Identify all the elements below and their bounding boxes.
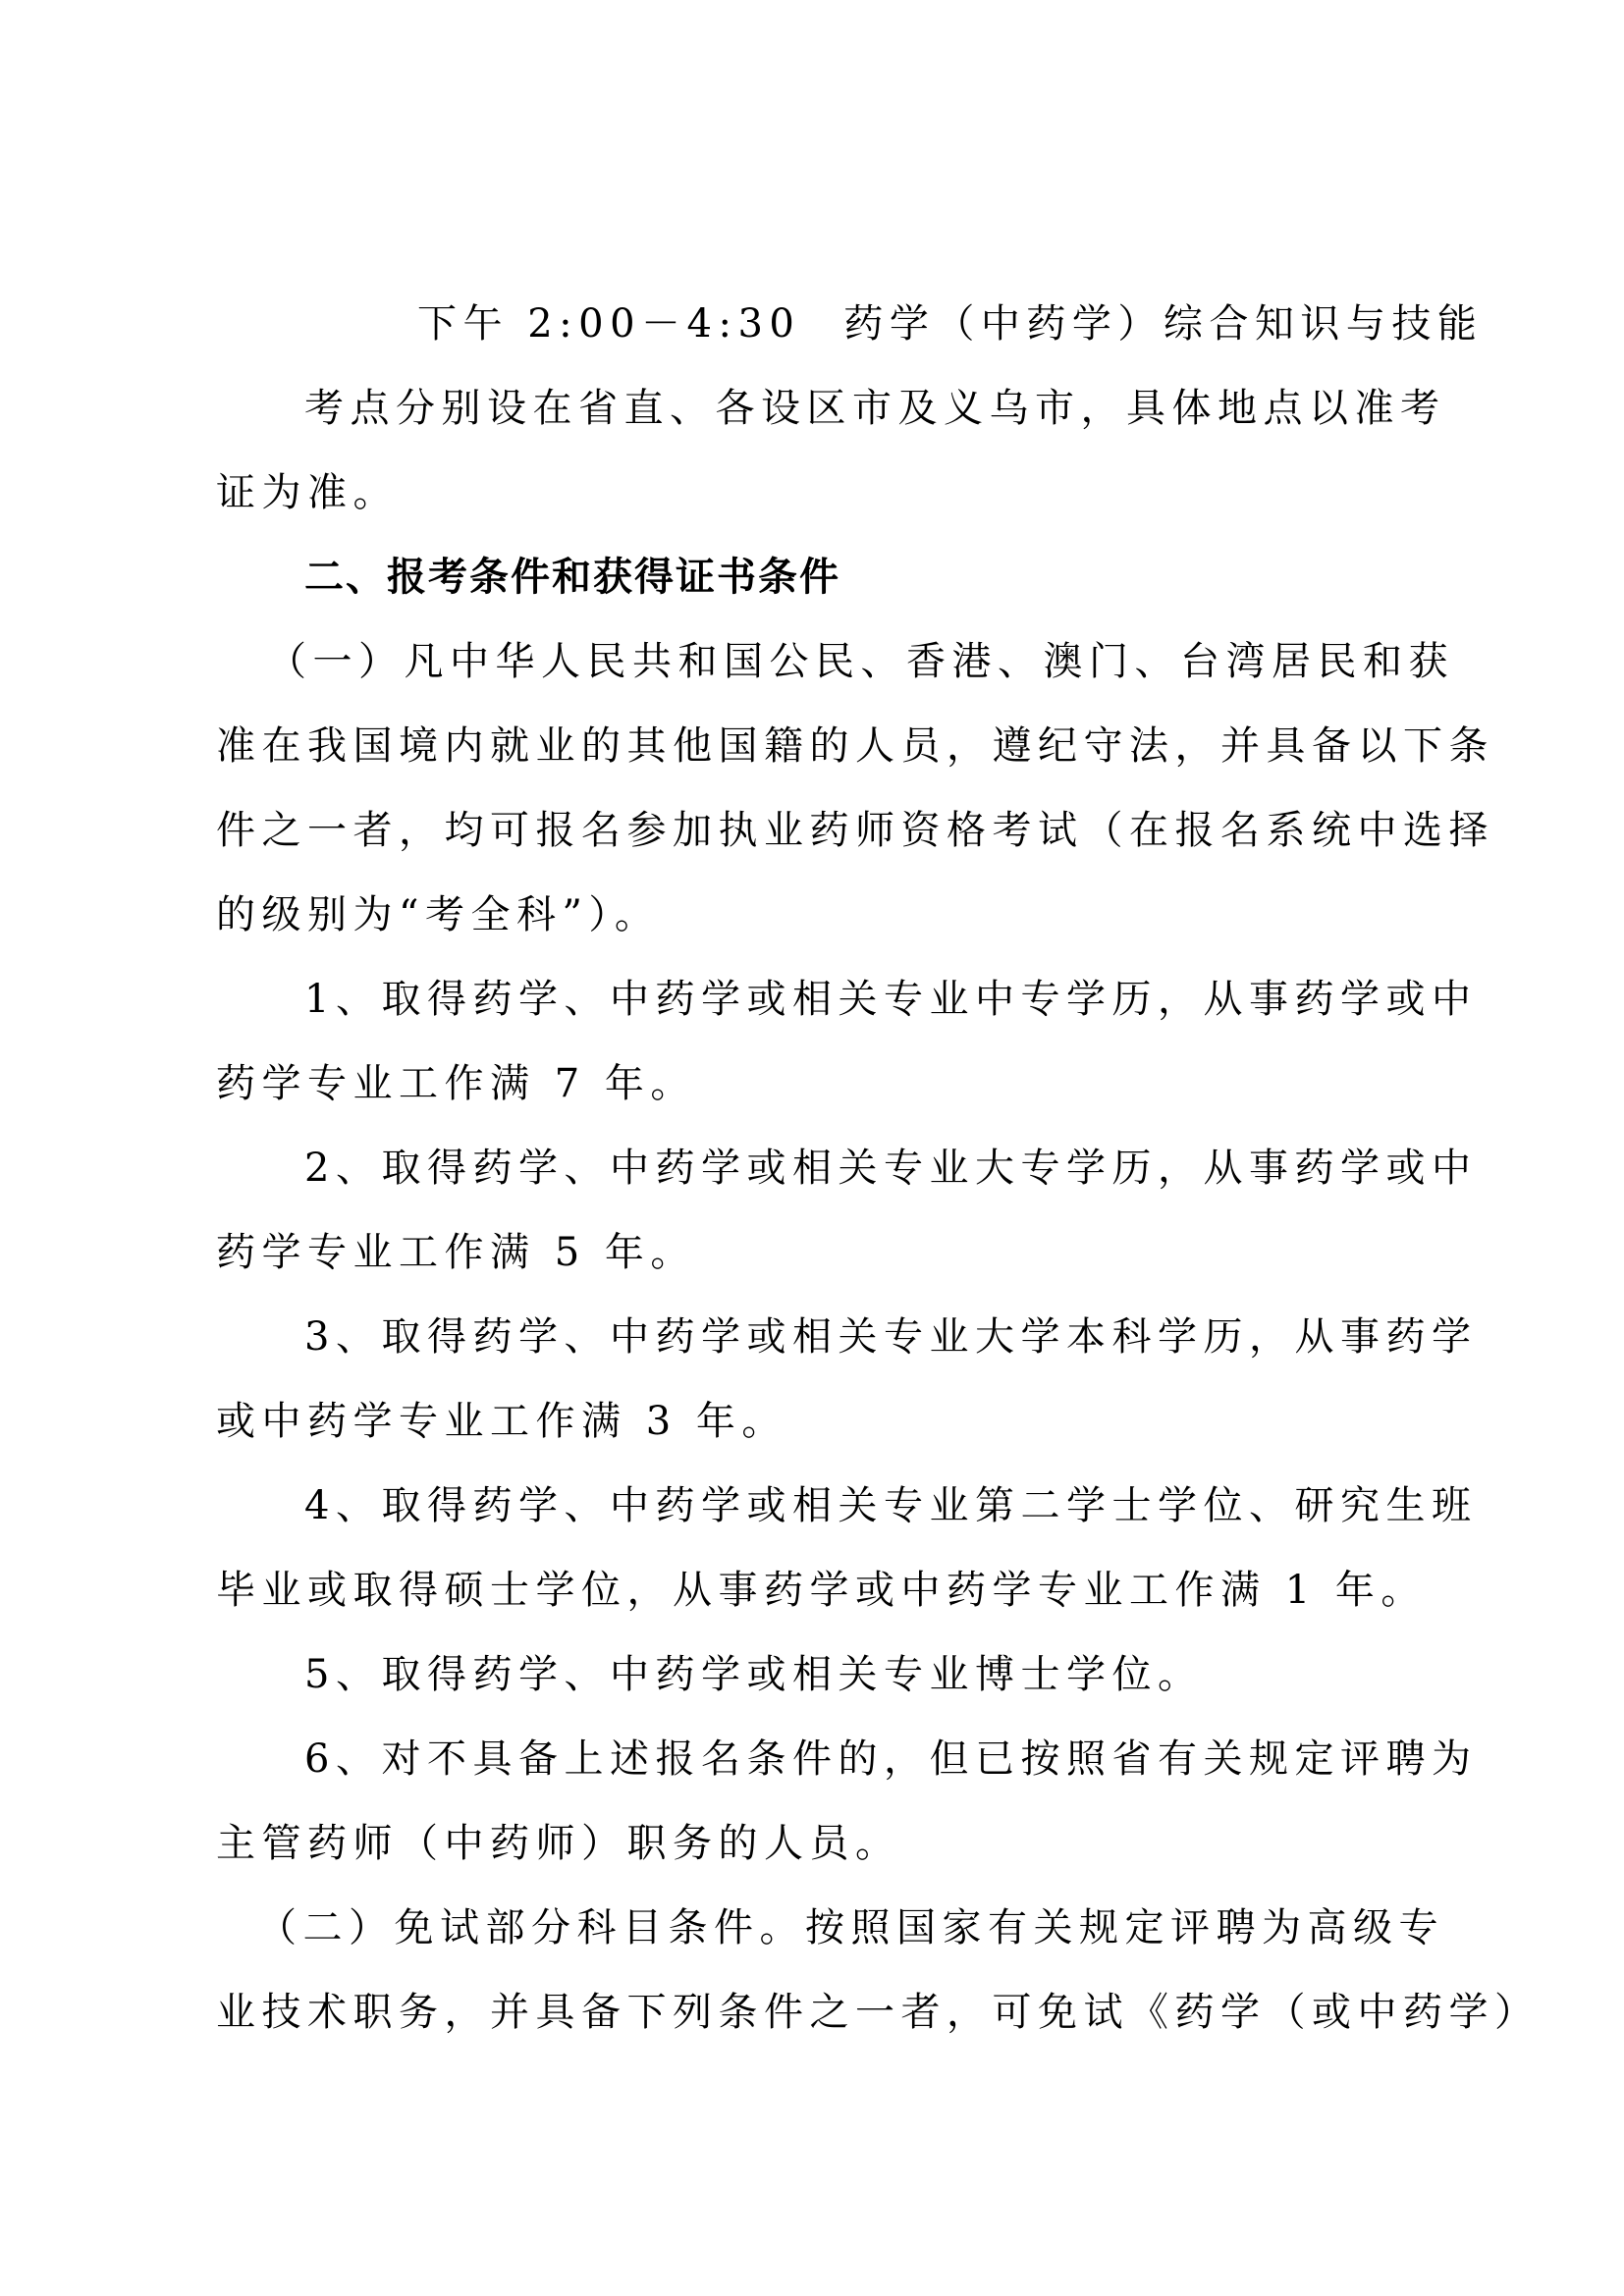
exam-subject: 药学（中药学）综合知识与技能	[843, 301, 1484, 347]
condition-3-line-2: 或中药学专业工作满 3 年。	[216, 1399, 787, 1444]
clause-one-line-1: （一）凡中华人民共和国公民、香港、澳门、台湾居民和获	[267, 639, 1454, 684]
clause-one-line-2: 准在我国境内就业的其他国籍的人员，遵纪守法，并具备以下条	[216, 723, 1494, 769]
exam-schedule-line	[417, 294, 1483, 353]
section-heading: 二、报考条件和获得证书条件	[304, 555, 840, 600]
condition-2-line-2: 药学专业工作满 5 年。	[216, 1230, 696, 1275]
venue-paragraph-line-2: 证为准。	[216, 470, 399, 515]
condition-5-line-1: 5、取得药学、中药学或相关专业博士学位。	[304, 1652, 1204, 1697]
condition-4-line-2: 毕业或取得硕士学位，从事药学或中药学专业工作满 1 年。	[216, 1568, 1427, 1613]
condition-6-line-2: 主管药师（中药师）职务的人员。	[216, 1821, 901, 1866]
clause-one-line-3: 件之一者，均可报名参加执业药师资格考试（在报名系统中选择	[216, 808, 1494, 853]
clause-one-line-4: 的级别为“考全科”）。	[216, 892, 661, 937]
clause-two-line-1: （二）免试部分科目条件。按照国家有关规定评聘为高级专	[257, 1905, 1444, 1950]
condition-6-line-1: 6、对不具备上述报名条件的，但已按照省有关规定评聘为	[304, 1736, 1478, 1782]
clause-two-line-2: 业技术职务，并具备下列条件之一者，可免试《药学（或中药学）	[216, 1990, 1541, 2035]
venue-paragraph-line-1: 考点分别设在省直、各设区市及义乌市，具体地点以准考	[304, 386, 1446, 431]
condition-4-line-1: 4、取得药学、中药学或相关专业第二学士学位、研究生班	[304, 1483, 1478, 1528]
condition-1-line-1: 1、取得药学、中药学或相关专业中专学历，从事药学或中	[304, 977, 1478, 1022]
exam-time: 下午 2:00－4:30	[417, 301, 801, 347]
condition-2-line-1: 2、取得药学、中药学或相关专业大专学历，从事药学或中	[304, 1146, 1478, 1191]
condition-3-line-1: 3、取得药学、中药学或相关专业大学本科学历，从事药学	[304, 1314, 1478, 1360]
condition-1-line-2: 药学专业工作满 7 年。	[216, 1061, 696, 1106]
